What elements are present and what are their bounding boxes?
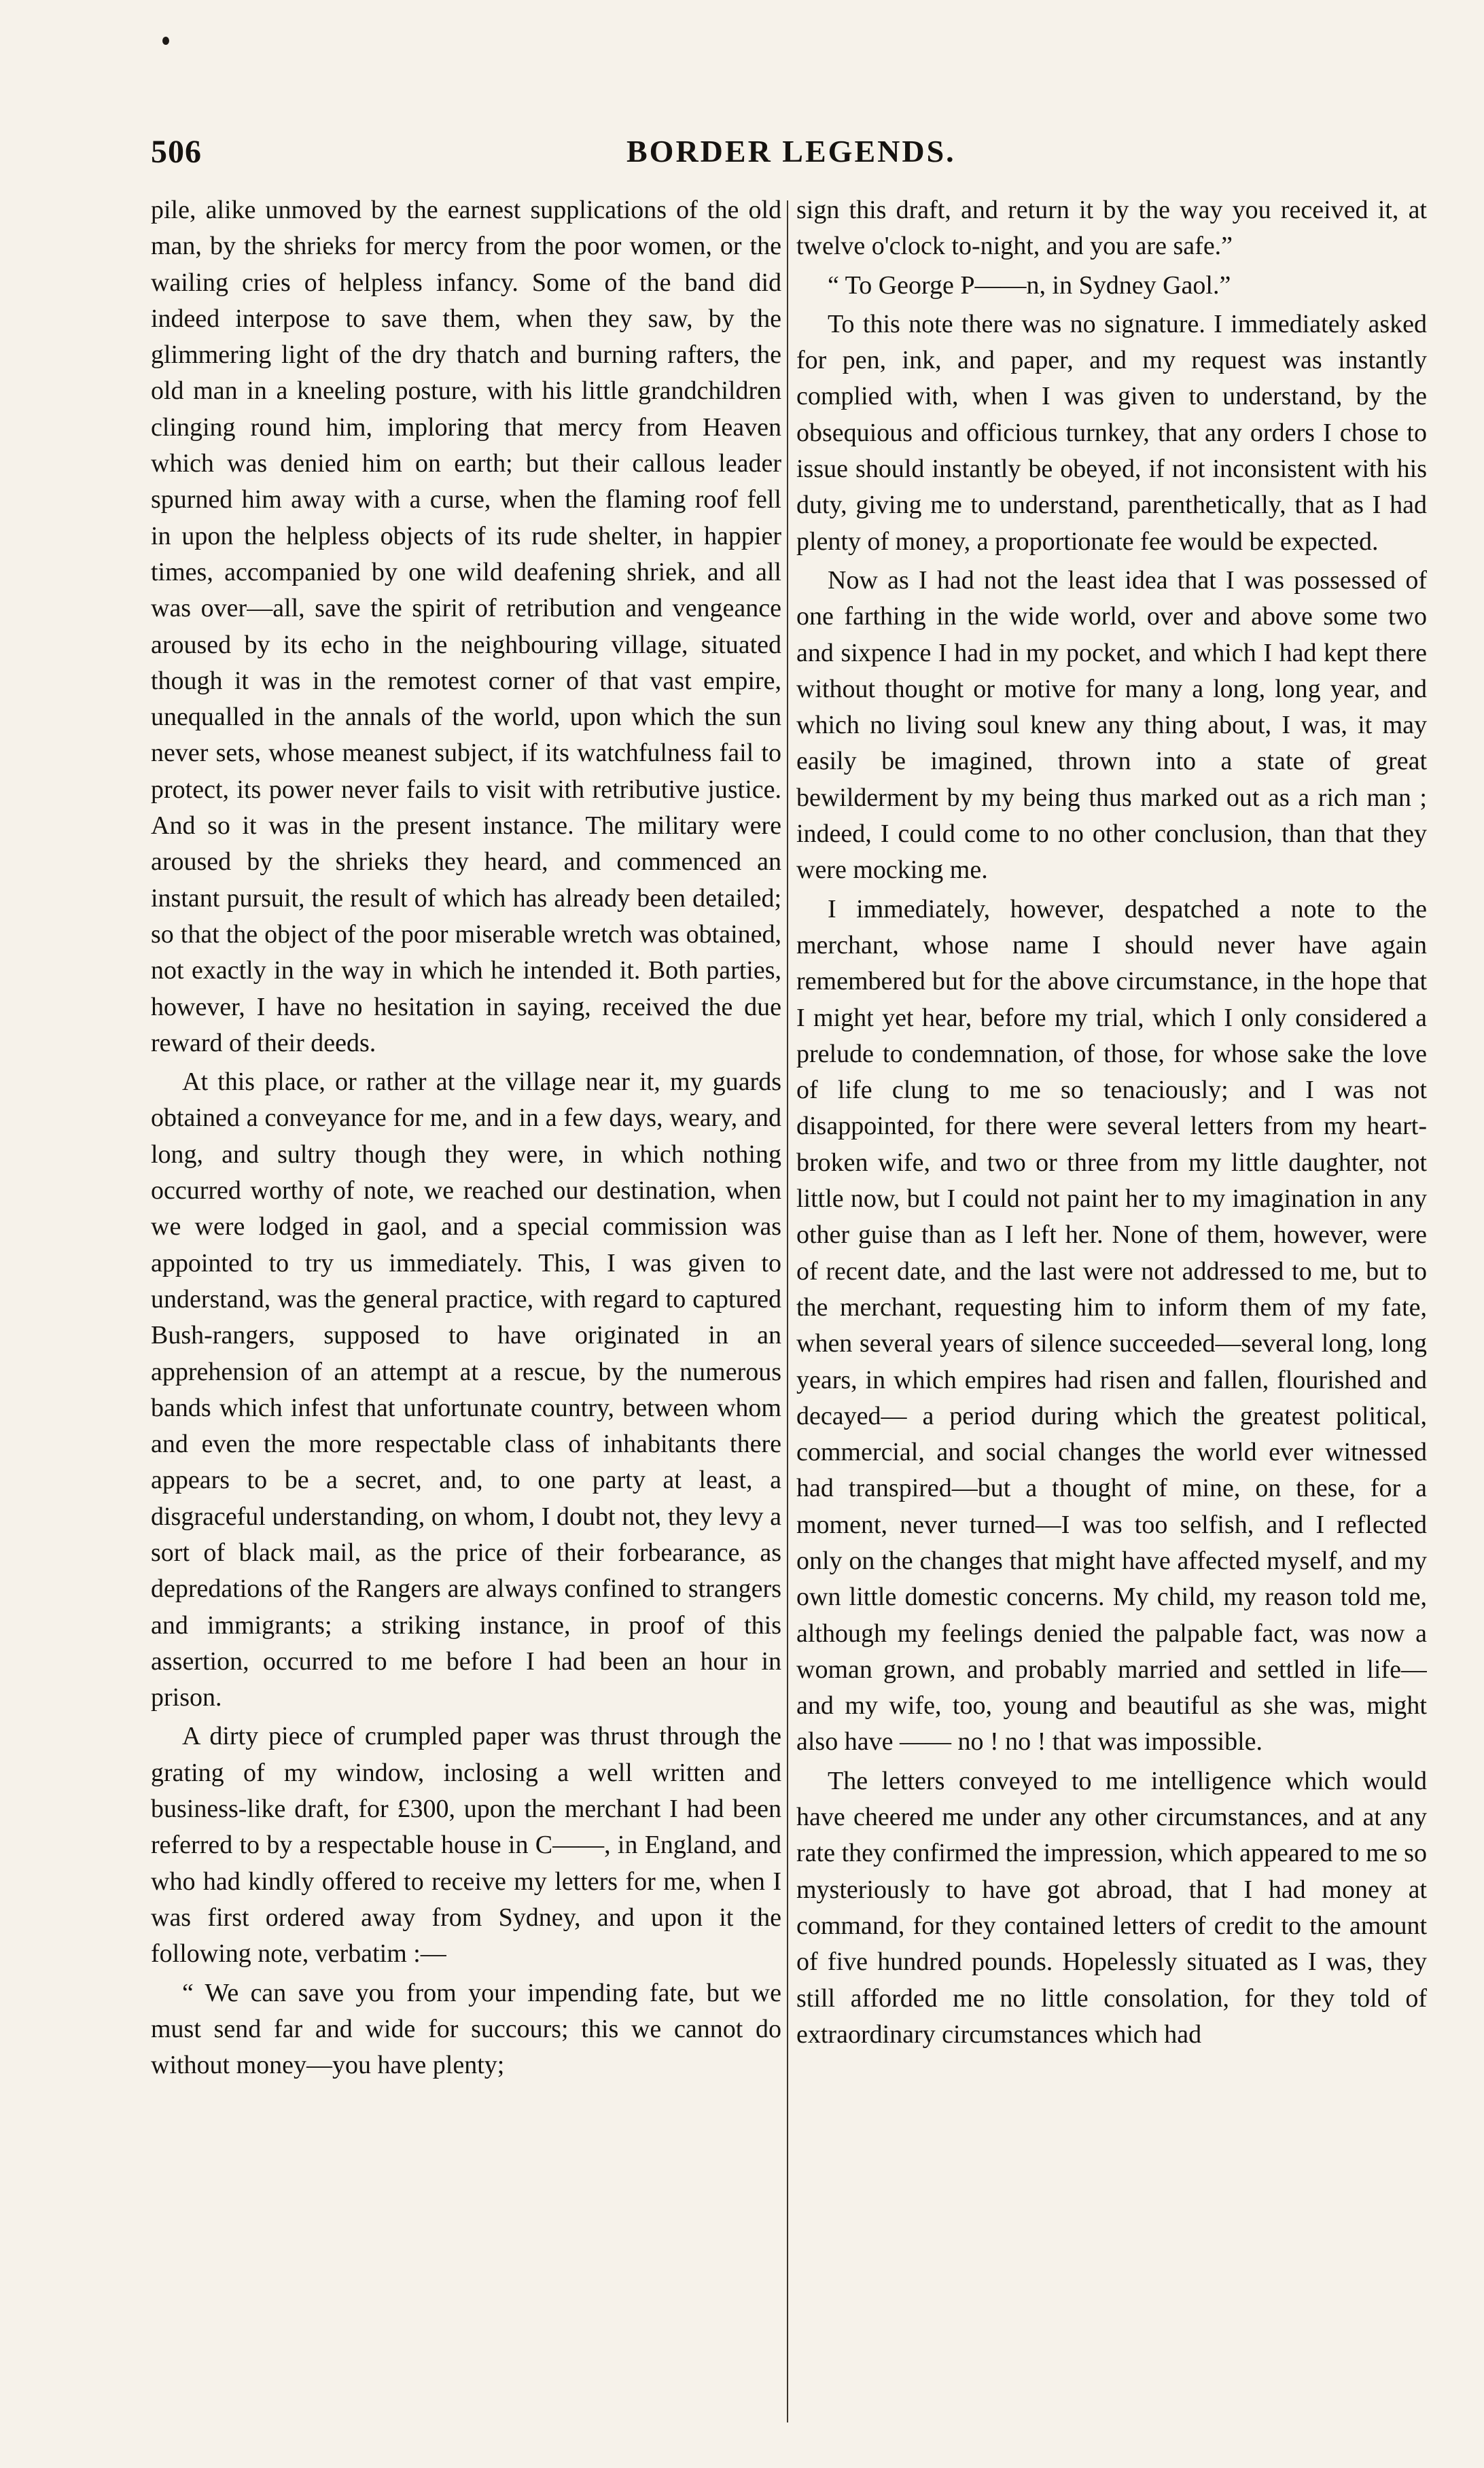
paragraph: To this note there was no signature. I immediately asked for pen, ink, and paper, and my request was instantly complied with, when I was given to understand, by the obsequious and officious turnkey, that any orders I chose to issue should instantly be obeyed, if not inconsistent with his duty, giving me to understand, parenthetically, that as I had plenty of money, a proportionate fee would be expected.: [796, 309, 1427, 556]
column-divider: [787, 200, 788, 2422]
paragraph: “ To George P——n, in Sydney Gaol.”: [828, 270, 1231, 300]
page-number: 506: [151, 134, 202, 170]
paragraph: “ We can save you from your impending fate, but we must send far and wide for succours; this we cannot do without money—you have plenty;: [151, 1978, 781, 2080]
paragraph: I immediately, however, despatched a note to the merchant, whose name I should never have again remembered but for the above circumstance, in the hope that I might yet hear, before my trial, which I only considered a prelude to condemnation, of those, for whose sake the love of life clung to me so tenaciously; and I was not disappointed, for there were several letters from my heart-broken wife, and two or three from my little daughter, not little now, but I could not paint her to my imagination in any other guise than as I left her. None of them, however, were of recent date, and the last were not addressed to me, but to the merchant, requesting him to inform them of my fate, when several years of silence succeeded—several long, long years, in which empires had risen and fallen, flourished and decayed— a period during which the greatest political, commercial, and social changes the world ever witnessed had transpired—but a thought of mine, on these, for a moment, never turned—I was too selfish, and I reflected only on the changes that might have affected myself, and my own little domestic concerns. My child, my reason told me, although my feelings denied the palpable fact, was now a woman grown, and probably married and settled in life— and my wife, too, young and beautiful as she was, might also have —— no ! no ! that was impossible.: [796, 894, 1427, 1757]
paragraph: The letters conveyed to me intelligence which would have cheered me under any other circumstances, and at any rate they confirmed the impression, which appeared to me so mysteriously to have got abroad, that I had money at command, for they contained letters of credit to the amount of five hundred pounds. Hopelessly situated as I was, they still afforded me no little consolation, for they told of extraordinary circumstances which had: [796, 1766, 1427, 2049]
right-column: [796, 192, 1427, 2441]
running-head: BORDER LEGENDS.: [626, 134, 956, 169]
paragraph: pile, alike unmoved by the earnest supplications of the old man, by the shrieks for mercy from the poor women, or the wailing cries of helpless infancy. Some of the band did indeed interpose to save them, when they saw, by the glimmering light of the dry thatch and burning rafters, the old man in a kneeling posture, with his little grandchildren clinging round him, imploring that mercy from Heaven which was denied him on earth; but their callous leader spurned him away with a curse, when the flaming roof fell in upon the helpless objects of its rude shelter, in happier times, accompanied by one wild deafening shriek, and all was over—all, save the spirit of retribution and vengeance aroused by its echo in the neighbouring village, situated though it was in the remotest corner of that vast empire, unequalled in the annals of the world, upon which the sun never sets, whose meanest subject, if its watchfulness fail to protect, its power never fails to visit with retributive justice. And so it was in the present instance. The military were aroused by the shrieks they heard, and commenced an instant pursuit, the result of which has already been detailed; so that the object of the poor miserable wretch was obtained, not exactly in the way in which he intended it. Both parties, however, I have no hesitation in saying, received the due reward of their deeds.: [151, 196, 781, 1057]
paragraph: Now as I had not the least idea that I was possessed of one farthing in the wide world, over and above some two and sixpence I had in my pocket, and which I had kept there without thought or motive for many a long, long year, and which no living soul knew any thing about, I was, it may easily be imagined, thrown into a state of great bewilderment by my being thus marked out as a rich man ; indeed, I could come to no other conclusion, than that they were mocking me.: [796, 565, 1427, 885]
ink-speck: [162, 37, 169, 45]
paragraph: sign this draft, and return it by the way you received it, at twelve o'clock to-night, and you are safe.”: [796, 196, 1427, 261]
page-header: [151, 133, 1413, 181]
left-column: [151, 192, 781, 2441]
paragraph: A dirty piece of crumpled paper was thrust through the grating of my window, inclosing a well written and business-like draft, for £300, upon the merchant I had been referred to by a respectable house in C——, in England, and who had kindly offered to receive my letters for me, when I was first ordered away from Sydney, and upon it the following note, verbatim :—: [151, 1722, 781, 1969]
paragraph: At this place, or rather at the village near it, my guards obtained a conveyance for me, and in a few days, weary, and long, and sultry though they were, in which nothing occurred worthy of note, we reached our destination, when we were lodged in gaol, and a special commission was appointed to try us immediately. This, I was given to understand, was the general practice, with regard to captured Bush-rangers, supposed to have originated in an apprehension of an attempt at a rescue, by the numerous bands which infest that unfortunate country, between whom and even the more respectable class of inhabitants there appears to be a secret, and, to one party at least, a disgraceful understanding, on whom, I doubt not, they levy a sort of black mail, as the price of their forbearance, as depredations of the Rangers are always confined to strangers and immigrants; a striking instance, in proof of this assertion, occurred to me before I had been an hour in prison.: [151, 1068, 781, 1712]
